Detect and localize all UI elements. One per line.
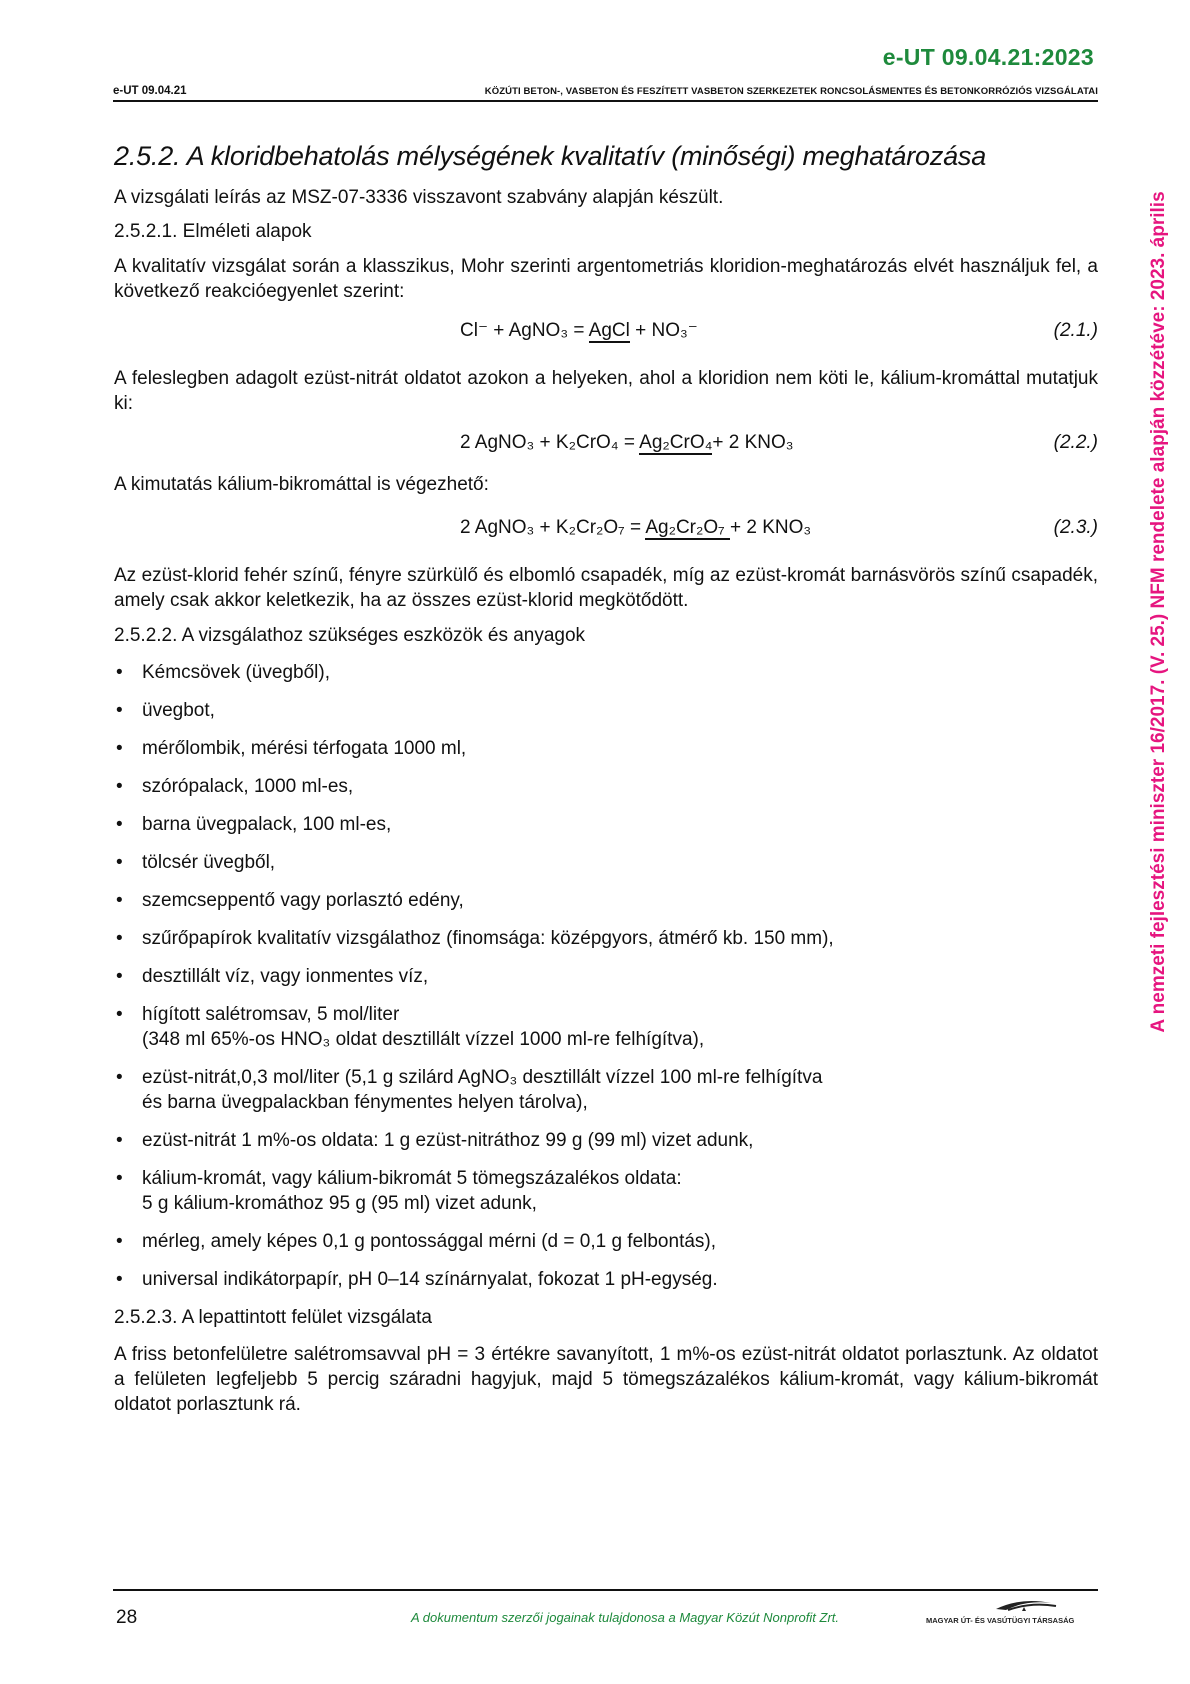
document-stamp: e-UT 09.04.21:2023 bbox=[882, 44, 1094, 70]
list-item bbox=[114, 1128, 1098, 1153]
publication-side-note: A nemzeti fejlesztési miniszter 16/2017. (V. 25.) NFM rendelete alapján közzétéve: 2023. április bbox=[1148, 191, 1169, 1033]
logo-text: MAGYAR ÚT- ÉS VASÚTÜGYI TÁRSASÁG bbox=[926, 1616, 1075, 1625]
formula-expression bbox=[460, 426, 794, 460]
list-item-text: ezüst-nitrát,0,3 mol/liter (5,1 g szilárd AgNO₃ desztillált vízzel 100 ml-re felhígítva bbox=[142, 1067, 823, 1088]
section-title: 2.5.2. A kloridbehatolás mélységének kvalitatív (minőségi) meghatározása bbox=[114, 141, 987, 171]
formula-2-1 bbox=[114, 314, 1098, 348]
paragraph-bichromate: A kimutatás kálium-bikromáttal is végezhető: bbox=[114, 474, 489, 495]
list-item-text: szórópalack, 1000 ml-es, bbox=[142, 776, 354, 797]
formula-rhs: + 2 KNO₃ bbox=[729, 517, 812, 538]
formula-expression bbox=[460, 511, 811, 545]
formula-2-2 bbox=[114, 426, 1098, 460]
header-code: e-UT 09.04.21 bbox=[113, 85, 187, 97]
formula-number: (2.3.) bbox=[1053, 517, 1098, 538]
list-item-text: mérleg, amely képes 0,1 g pontossággal mérni (d = 0,1 g felbontás), bbox=[142, 1231, 717, 1252]
formula-rhs: + 2 KNO₃ bbox=[712, 432, 794, 453]
list-item-text: hígított salétromsav, 5 mol/liter bbox=[142, 1004, 400, 1025]
footer-divider bbox=[113, 1589, 1098, 1591]
list-item bbox=[114, 926, 1098, 951]
list-item bbox=[114, 1002, 1098, 1052]
section-intro: A vizsgálati leírás az MSZ-07-3336 visszavont szabvány alapján készült. bbox=[114, 187, 724, 208]
list-item bbox=[114, 774, 1098, 799]
formula-expression bbox=[460, 314, 698, 348]
formula-rhs: + NO₃⁻ bbox=[629, 320, 698, 341]
formula-precipitate: Ag₂CrO₄ bbox=[639, 432, 713, 453]
list-item bbox=[114, 850, 1098, 875]
list-item bbox=[114, 736, 1098, 761]
formula-lhs: Cl⁻ + AgNO₃ = bbox=[460, 320, 589, 341]
paragraph-precipitates: Az ezüst-klorid fehér színű, fényre szürkülő és elbomló csapadék, míg az ezüst-kromát barnásvörös színű csapadék, amely csak akkor keletkezik, ha az összes ezüst-klorid megkötődött. bbox=[114, 565, 1098, 611]
list-item-text: kálium-kromát, vagy kálium-bikromát 5 tömegszázalékos oldata: bbox=[142, 1168, 682, 1189]
subsection-heading-1: 2.5.2.1. Elméleti alapok bbox=[114, 221, 312, 242]
page-number: 28 bbox=[116, 1607, 138, 1628]
list-item-text: Kémcsövek (üvegből), bbox=[142, 662, 330, 683]
list-item-text: mérőlombik, mérési térfogata 1000 ml, bbox=[142, 738, 467, 759]
list-item-text: szemcseppentő vagy porlasztó edény, bbox=[142, 890, 464, 911]
equipment-list bbox=[114, 660, 1098, 1292]
list-item-text: üvegbot, bbox=[142, 700, 215, 721]
formula-lhs: 2 AgNO₃ + K₂CrO₄ = bbox=[460, 432, 640, 453]
list-item bbox=[114, 1065, 1098, 1115]
formula-precipitate: Ag₂Cr₂O₇ bbox=[645, 517, 730, 538]
list-item bbox=[114, 1229, 1098, 1254]
list-item-text-line2: (348 ml 65%-os HNO₃ oldat desztillált vízzel 1000 ml-re felhígítva), bbox=[142, 1029, 705, 1050]
list-item bbox=[114, 698, 1098, 723]
list-item-text: ezüst-nitrát 1 m%-os oldata: 1 g ezüst-nitráthoz 99 g (99 ml) vizet adunk, bbox=[142, 1130, 754, 1151]
list-item-text: tölcsér üvegből, bbox=[142, 852, 276, 873]
list-item-text-line2: és barna üvegpalackban fénymentes helyen tárolva), bbox=[142, 1092, 588, 1113]
list-item-text: szűrőpapírok kvalitatív vizsgálathoz (finomsága: középgyors, átmérő kb. 150 mm), bbox=[142, 928, 834, 949]
subsection-heading-2: 2.5.2.2. A vizsgálathoz szükséges eszközök és anyagok bbox=[114, 625, 586, 646]
list-item-text-line2: 5 g kálium-kromáthoz 95 g (95 ml) vizet adunk, bbox=[142, 1193, 537, 1214]
formula-precipitate: AgCl bbox=[588, 320, 630, 341]
formula-number: (2.1.) bbox=[1053, 320, 1098, 341]
list-item-text: barna üvegpalack, 100 ml-es, bbox=[142, 814, 392, 835]
header-title: KÖZÚTI BETON-, VASBETON ÉS FESZÍTETT VASBETON SZERKEZETEK RONCSOLÁSMENTES ÉS BETONKORRÓZIÓS VIZSGÁLATAI bbox=[484, 86, 1098, 97]
list-item bbox=[114, 964, 1098, 989]
list-item-text: universal indikátorpapír, pH 0–14 színárnyalat, fokozat 1 pH-egység. bbox=[142, 1269, 718, 1290]
list-item bbox=[114, 888, 1098, 913]
page-header bbox=[113, 85, 1098, 102]
formula-number: (2.2.) bbox=[1053, 432, 1098, 453]
subsection-heading-3: 2.5.2.3. A lepattintott felület vizsgálata bbox=[114, 1307, 432, 1328]
list-item bbox=[114, 812, 1098, 837]
list-item-text: desztillált víz, vagy ionmentes víz, bbox=[142, 966, 429, 987]
list-item bbox=[114, 660, 1098, 685]
list-item bbox=[114, 1166, 1098, 1216]
main-content bbox=[114, 139, 1098, 1417]
road-society-logo-icon bbox=[926, 1597, 1096, 1627]
formula-2-3 bbox=[114, 511, 1098, 545]
paragraph-theory: A kvalitatív vizsgálat során a klasszikus, Mohr szerinti argentometriás kloridion-meghatározás elvét használjuk fel, a következő reakcióegyenlet szerint: bbox=[114, 256, 1098, 302]
paragraph-surface-test: A friss betonfelületre salétromsavval pH = 3 értékre savanyított, 1 m%-os ezüst-nitrát oldatot porlasztunk. Az oldatot a felületen legfeljebb 5 percig száradni hagyjuk, majd 5 tömegszázalékos kálium-kromát, vagy kálium-bikromát oldatot porlasztunk rá. bbox=[114, 1344, 1098, 1415]
formula-lhs: 2 AgNO₃ + K₂Cr₂O₇ = bbox=[460, 517, 646, 538]
copyright-notice: A dokumentum szerzői jogainak tulajdonosa a Magyar Közút Nonprofit Zrt. bbox=[410, 1610, 839, 1625]
paragraph-excess-nitrate: A feleslegben adagolt ezüst-nitrát oldatot azokon a helyeken, ahol a kloridion nem köti le, kálium-kromáttal mutatjuk ki: bbox=[114, 368, 1098, 414]
list-item bbox=[114, 1267, 1098, 1292]
